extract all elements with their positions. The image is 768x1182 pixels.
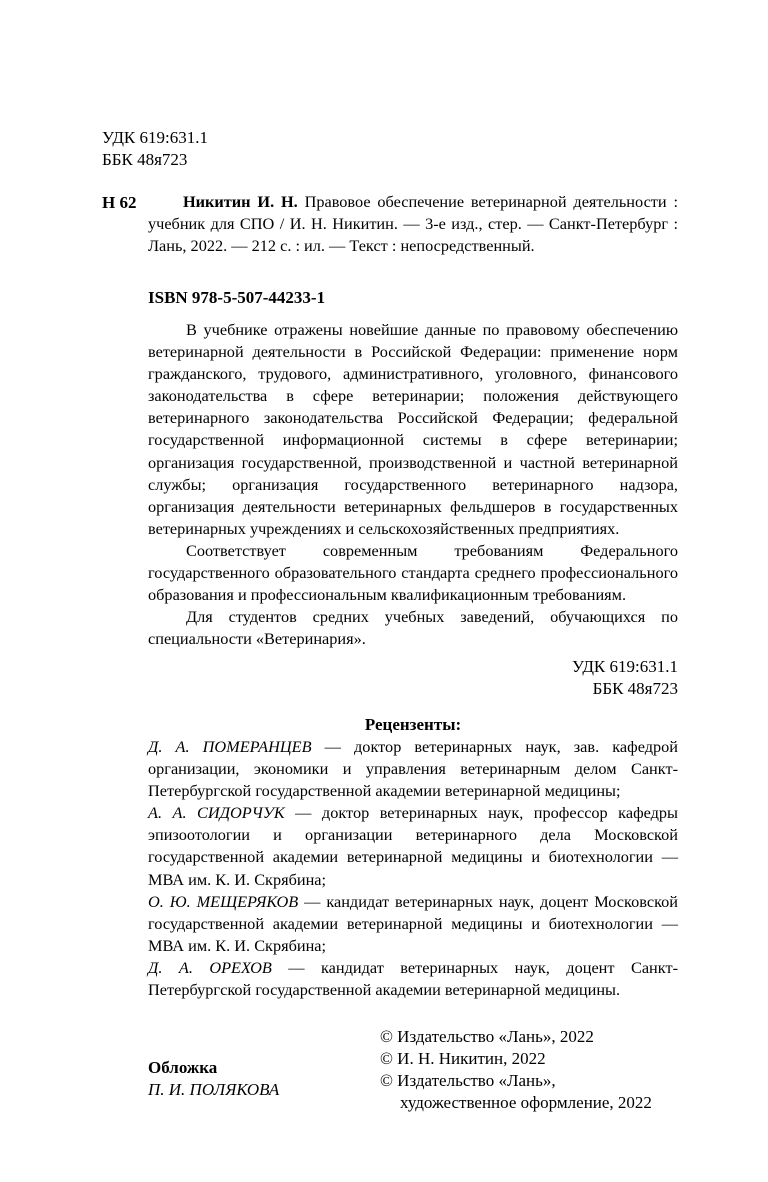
copyright-line: © Издательство «Лань», 2022 <box>380 1027 594 1046</box>
udk-right: УДК 619:631.1 <box>572 657 678 676</box>
udk-top: УДК 619:631.1 <box>102 128 208 147</box>
reviewer-text: — кандидат ветеринарных наук, доцент Московской государственной академии ветеринарной медицины и биотехнологии — МВА им. К. И. Скрябина; <box>148 891 679 955</box>
reviewer-name: О. Ю. МЕЩЕРЯКОВ <box>148 891 299 911</box>
copyright-line: © Издательство «Лань», <box>380 1071 556 1090</box>
annotation-paragraph: Соответствует современным требованиям Федерального государственного образовательного стандарта среднего профессионального образования и профессиональным квалификационным требованиям. <box>148 540 678 605</box>
reviewer-name: Д. А. ОРЕХОВ <box>148 957 272 977</box>
annotation <box>148 319 678 650</box>
cover-label: Обложка <box>148 1058 218 1077</box>
reviewer-text: — кандидат ветеринарных наук, доцент Санкт-Петербургской государственной академии ветеринарной медицины. <box>148 957 678 1000</box>
annotation-paragraph: Для студентов средних учебных заведений, обучающихся по специальности «Ветеринария». <box>148 607 678 649</box>
entry-description: Правовое обеспечение ветеринарной деятельности : учебник для СПО / И. Н. Никитин. — 3-е изд., стер. — Санкт-Петербург : Лань, 2022. — 212 с. : ил. — Текст : непосредственный. <box>148 192 678 256</box>
annotation-paragraph: В учебнике отражены новейшие данные по правовому обеспечению ветеринарной деятельности в Российской Федерации: применение норм гражданского, трудового, административного, уголовного, финансового законодательства в сфере ветеринарии; положения действующего ветеринарного законодательства Российской Федерации; федеральной государственной информационной системы в сфере ветеринарии; организация государственной, производственной и частной ветеринарной службы; организация государственного ветеринарного надзора, организация деятельности ветеринарных фельдшеров в государственных ветеринарных учреждениях и сельскохозяйственных предприятиях. <box>148 320 678 538</box>
catalog-entry <box>148 191 678 257</box>
catalog-code: Н 62 <box>102 193 137 212</box>
reviewer-entry <box>148 802 678 890</box>
reviewer-entry <box>148 736 678 802</box>
isbn: ISBN 978-5-507-44233-1 <box>148 288 326 307</box>
reviewer-name: Д. А. ПОМЕРАНЦЕВ <box>148 737 312 756</box>
reviewer-entry <box>148 891 678 957</box>
bbk-right: ББК 48я723 <box>592 679 678 698</box>
reviewer-name: А. А. СИДОРЧУК <box>148 803 285 823</box>
reviewers-list <box>148 736 678 1001</box>
reviewers-heading: Рецензенты: <box>364 715 462 734</box>
bbk-top: ББК 48я723 <box>102 150 188 169</box>
entry-author: Никитин И. Н. <box>183 192 298 211</box>
cover-artist: П. И. ПОЛЯКОВА <box>148 1080 280 1099</box>
reviewer-text: — доктор ветеринарных наук, зав. кафедрой организации, экономики и управления ветеринарным делом Санкт-Петербургской государственной академии ветеринарной медицины; <box>148 737 678 801</box>
copyright-line: художественное оформление, 2022 <box>400 1093 652 1112</box>
copyright-line: © И. Н. Никитин, 2022 <box>380 1049 546 1068</box>
reviewer-text: — доктор ветеринарных наук, профессор кафедры эпизоотологии и организации ветеринарного дела Московской государственной академии ветеринарной медицины и биотехнологии — МВА им. К. И. Скрябина; <box>148 803 678 889</box>
reviewer-entry <box>148 957 678 1001</box>
